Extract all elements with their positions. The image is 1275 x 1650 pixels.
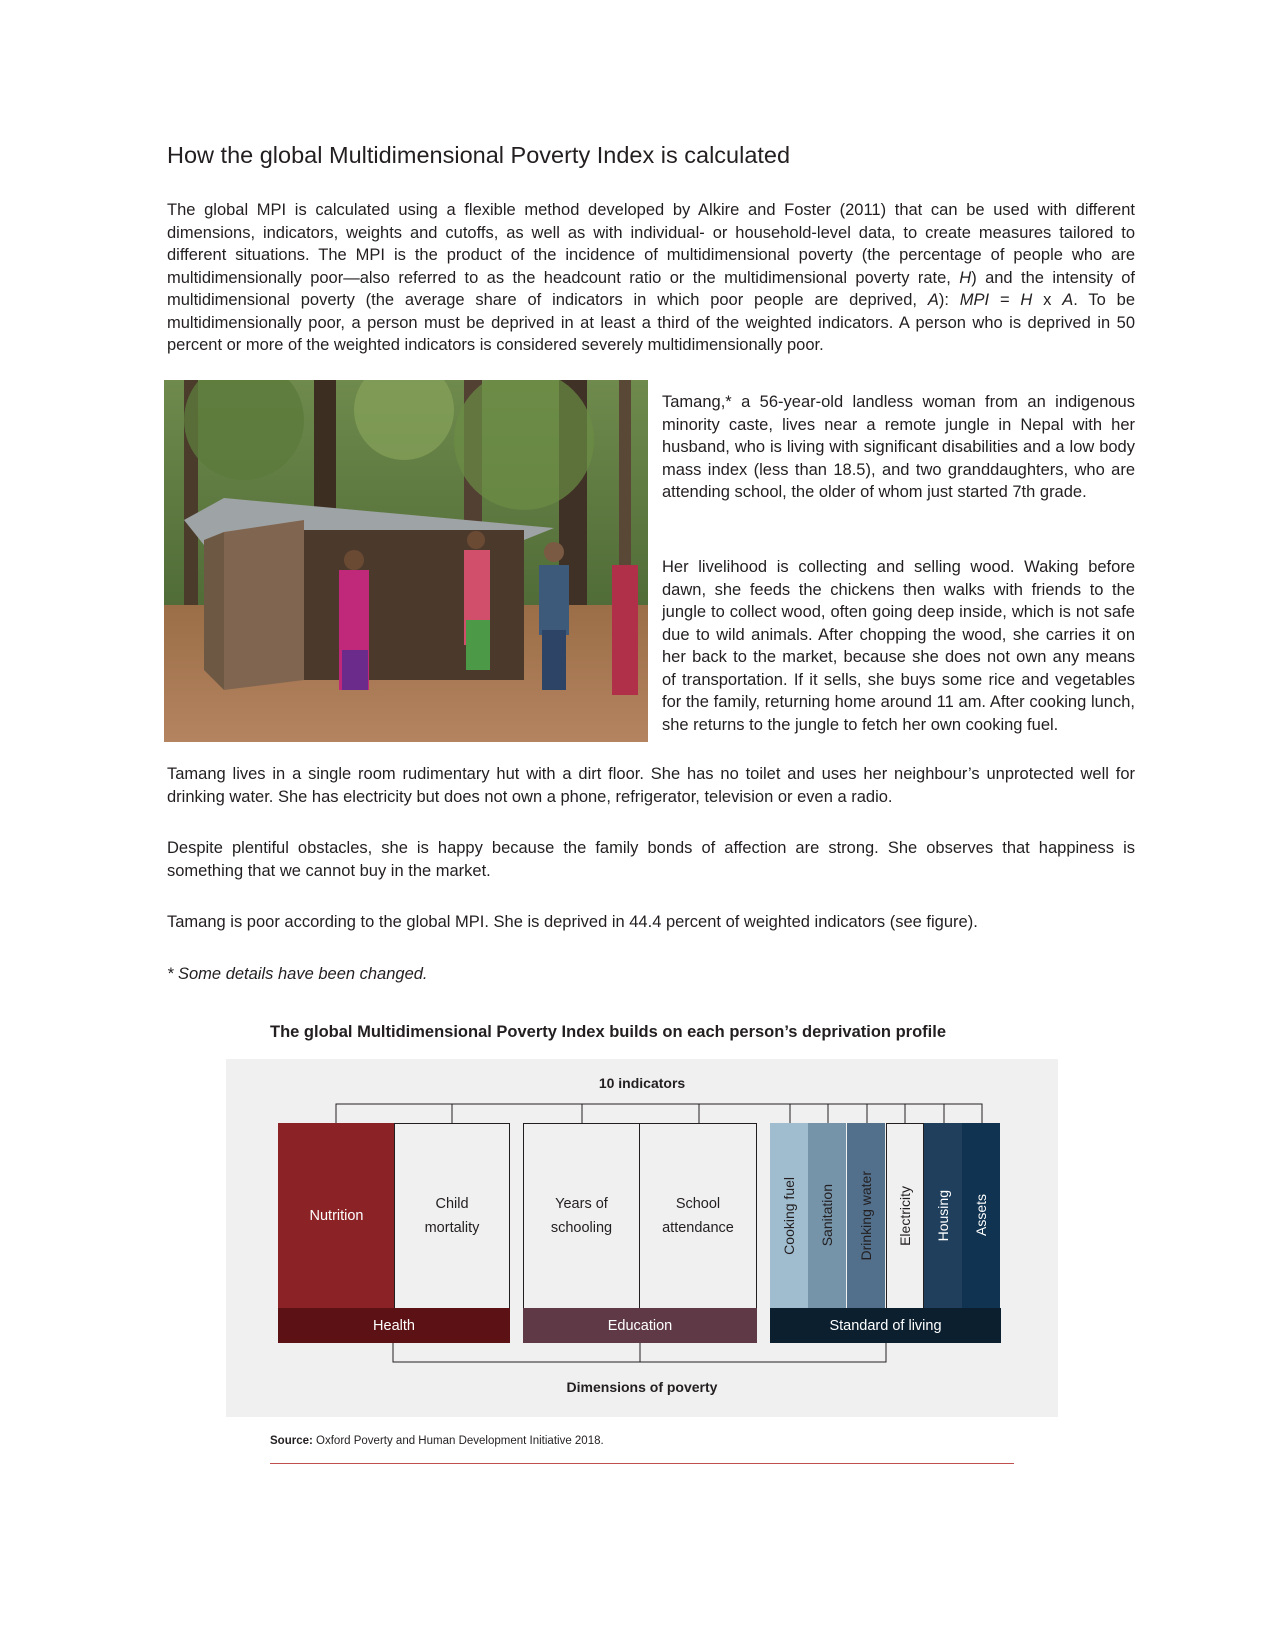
indicator-years-of-schooling-label: [551, 1192, 612, 1240]
dimension-health: Health: [278, 1308, 510, 1343]
indicator-housing-label: Housing: [935, 1189, 951, 1242]
dimensions-label: Dimensions of poverty: [566, 1379, 718, 1395]
intro-text-segment: . To be multidimensionally poor, a person must be deprived in at least a third of the weighted indicators. A person who is deprived in 50 percent or more of the weighted indicators is considered severely multidimensionally poor.: [167, 291, 1135, 354]
intro-italic-term: H: [1020, 291, 1033, 309]
intro-paragraph: [167, 199, 1135, 357]
intro-italic-term: A: [927, 291, 939, 309]
indicator-drinking-water-label: Drinking water: [858, 1170, 874, 1261]
school-attendance-line-1: School: [675, 1196, 721, 1212]
story-paragraph-2: Her livelihood is collecting and selling wood. Waking before dawn, she feeds the chickens then walks with friends to the jungle to collect wood, often going deep inside, which is not safe due to wild animals. After chopping the wood, she carries it on her back to the market, because she does not own any means of transportation. If it sells, she buys some rice and vegetables for the family, returning home around 11 am. After cooking lunch, she returns to the jungle to fetch her own cooking fuel.: [662, 558, 1135, 734]
child-mortality-line-2: mortality: [424, 1220, 480, 1236]
indicators-label: 10 indicators: [598, 1075, 686, 1091]
school-attendance-line-2: attendance: [662, 1220, 734, 1236]
intro-text-segment: ) and the intensity of multidimensional poverty (the average share of indicators in which poor people are deprived,: [167, 268, 1135, 309]
intro-italic-term: MPI: [959, 291, 990, 309]
intro-italic-term: H: [959, 268, 972, 287]
indicator-drinking-water: [847, 1123, 885, 1308]
indicator-cooking-fuel: [770, 1123, 808, 1308]
intro-italic-term: A: [1062, 291, 1074, 309]
years-of-schooling-line-2: schooling: [550, 1220, 613, 1236]
footnote: * Some details have been changed.: [167, 965, 428, 983]
child-mortality-line-1: Child: [435, 1196, 469, 1212]
figure-title: The global Multidimensional Poverty Index builds on each person’s deprivation profile: [270, 1023, 946, 1041]
intro-text-segment: x: [1032, 291, 1063, 309]
indicator-child-mortality: [394, 1123, 510, 1308]
page-title: How the global Multidimensional Poverty Index is calculated: [167, 142, 791, 168]
dimension-standard-of-living: Standard of living: [770, 1308, 1001, 1343]
indicator-electricity-label: Electricity: [897, 1186, 913, 1246]
source-note: [270, 1435, 604, 1447]
story-paragraph-1: Tamang,* a 56-year-old landless woman from an indigenous minority caste, lives near a remote jungle in Nepal with her husband, who is living with significant disabilities and a low body mass index (less than 18.5), and two granddaughters, who are attending school, the older of whom just started 7th grade.: [662, 393, 1135, 501]
indicator-school-attendance: [639, 1123, 757, 1308]
intro-text-segment: The global MPI is calculated using a flexible method developed by Alkire and Foster (2011) that can be used with different dimensions, indicators, weights and cutoffs, as well as with individual- or household-level data, to create measures tailored to different situations. The MPI is the product of the incidence of multidimensional poverty (the percentage of people who are multidimensionally poor—also referred to as the headcount ratio or the multidimensional poverty rate,: [167, 201, 1135, 287]
indicator-school-attendance-label: [662, 1192, 734, 1240]
divider-rule: [270, 1463, 1014, 1464]
story-paragraph-3: Tamang lives in a single room rudimentary hut with a dirt floor. She has no toilet and uses her neighbour’s unprotected well for drinking water. She has electricity but does not own a phone, refrigerator, television or even a radio.: [167, 765, 1135, 806]
intro-text-segment: =: [989, 291, 1021, 309]
source-label: Source:: [270, 1435, 313, 1447]
indicator-sanitation-label: Sanitation: [819, 1184, 835, 1247]
intro-text-segment: ):: [938, 291, 960, 309]
dimension-education: Education: [523, 1308, 757, 1343]
story-paragraph-4: Despite plentiful obstacles, she is happy because the family bonds of affection are strong. She observes that happiness is something that we cannot buy in the market.: [167, 839, 1135, 880]
years-of-schooling-line-1: Years of: [555, 1196, 608, 1212]
indicator-assets: [962, 1123, 1000, 1308]
indicator-assets-label: Assets: [973, 1194, 989, 1237]
indicator-years-of-schooling: [523, 1123, 640, 1308]
indicator-cooking-fuel-label: Cooking fuel: [781, 1176, 797, 1255]
indicator-nutrition-label: Nutrition: [309, 1207, 364, 1224]
indicator-sanitation: [808, 1123, 846, 1308]
indicator-child-mortality-label: [425, 1192, 480, 1240]
mpi-diagram: [226, 1059, 1058, 1417]
indicator-electricity: [886, 1123, 924, 1308]
indicator-housing: [924, 1123, 962, 1308]
source-text: Oxford Poverty and Human Development Initiative 2018.: [316, 1435, 604, 1447]
hut-photo: [164, 380, 648, 742]
story-paragraph-5: Tamang is poor according to the global MPI. She is deprived in 44.4 percent of weighted indicators (see figure).: [167, 913, 978, 931]
indicator-nutrition: [278, 1123, 395, 1308]
